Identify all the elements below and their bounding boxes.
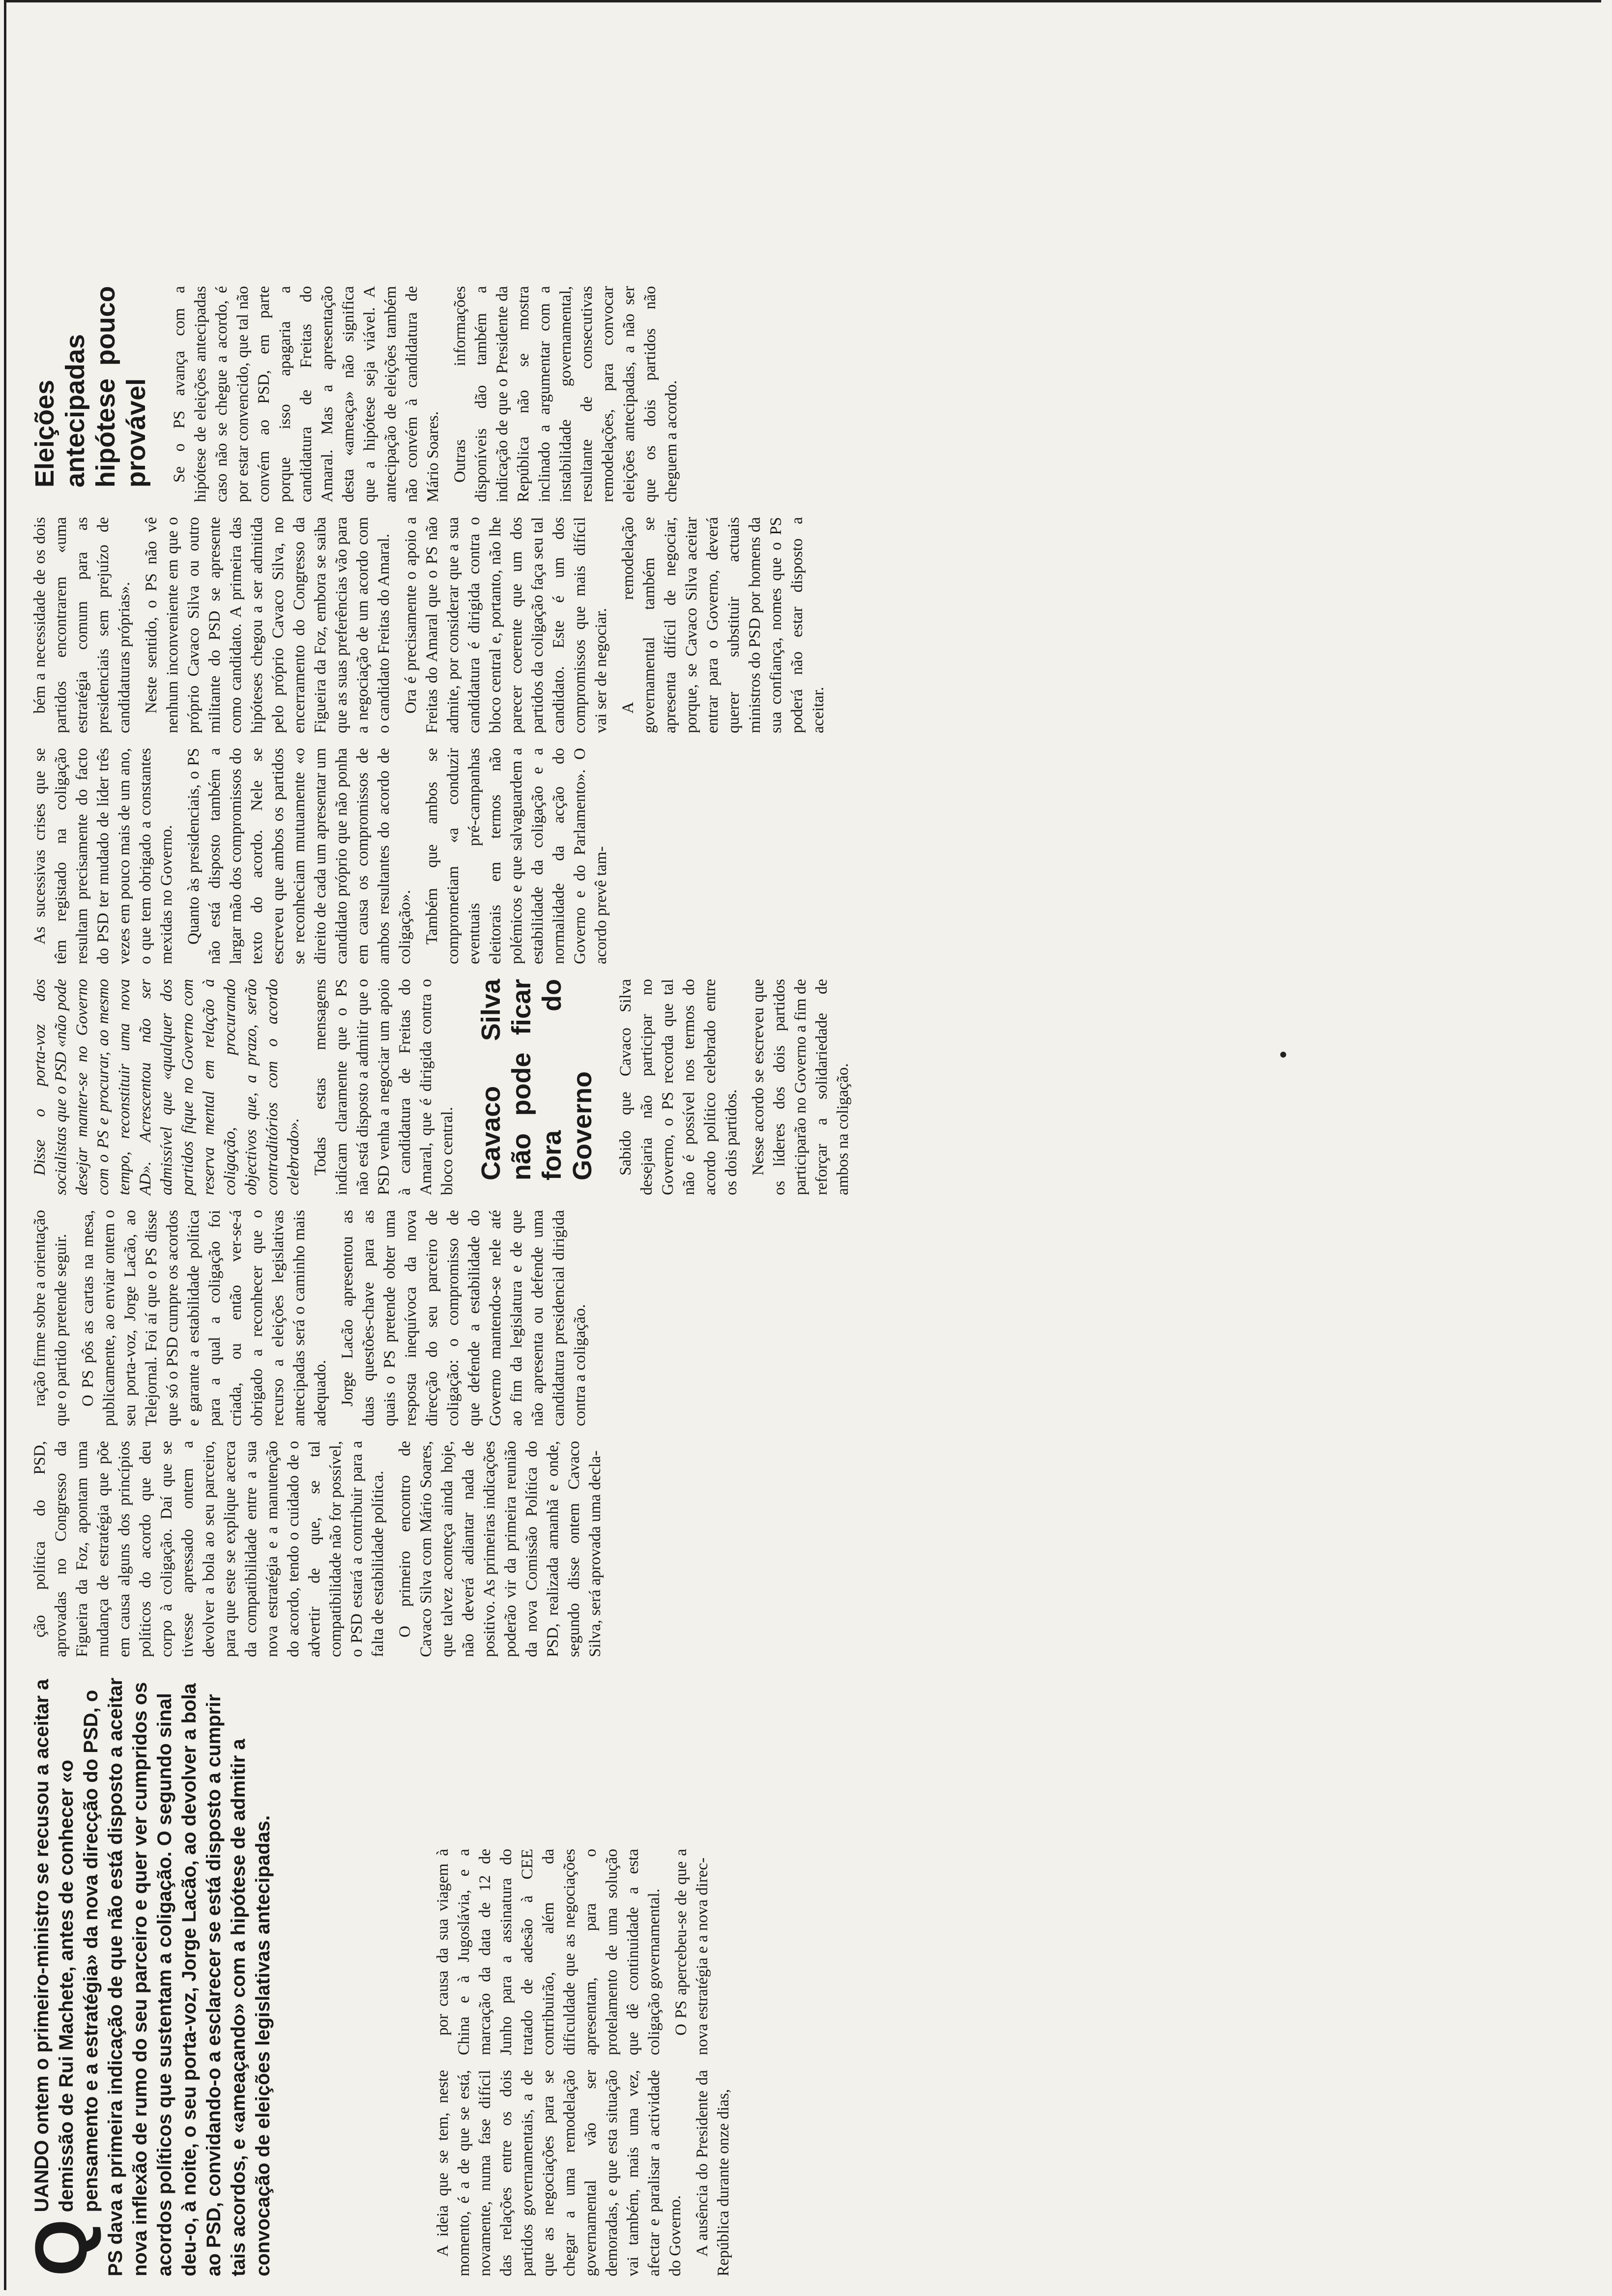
paragraph: A remodelação governamental também se apresenta difícil de negociar, porque, se Cavaco Silva aceitar entrar para o Governo, deverá querer substituir actuais ministros do PSD por homens da sua confiança, nomes que o PS poderá não estar disposto a aceitar. [619, 517, 827, 733]
column-2 [432, 1849, 1415, 2055]
paragraph: Jorge Lacão apresentou as duas questões-chave para as quais o PS pretende obter uma resposta inequívoca da nova direcção do seu parceiro de coligação: o compromisso de que defende a estabilidade do Governo mantendo-se nele até ao fim da legislatura e de que não apresenta ou defende uma candidatura presidencial dirigida contra a coligação. [339, 1210, 589, 1426]
ink-speck [1280, 1052, 1286, 1058]
column-8 [29, 286, 1455, 502]
paragraph: A ideia que se tem, neste momento, é a de que se está, novamente, numa fase difícil das relações entre os dois partidos governamentais, a de que as negociações para se chegar a uma remodelação governamental vão ser demoradas, e que esta situação vai também, mais uma vez, afectar e paralisar a actividade do Governo. [434, 2070, 684, 2276]
paragraph: ção política do PSD, aprovadas no Congresso da Figueira da Foz, apontam uma mudança de estratégia que põe em causa alguns dos princípios políticos do acordo que deu corpo à coligação. Daí que se tivesse apressado ontem a devolver a bola ao seu parceiro, para que este se explique acerca da compatibilidade entre a sua nova estratégia e a manutenção do acordo, tendo o cuidado de o advertir de que, se tal compatibilidade não for possível, o PSD estará a contribuir para a falta de estabilidade política. [31, 1441, 387, 1657]
lead-text: UANDO ontem o primeiro-ministro se recusou a aceitar a demissão de Rui Machete, antes de conhecer «o pensamento e a estratégia» da nova direcção do PSD, o PS dava a primeira indicação de que não está disposto a aceitar nova inflexão de rumo do seu parceiro e quer ver cumpridos os acordos políticos que sustentam a coligação. O segundo sinal deu-o, à noite, o seu porta-voz, Jorge Lacão, ao devolver a bola ao PSD, convidando-o a esclarecer se está disposto a cumprir tais acordos, e «ameaçando» com a hipótese de admitir a convocação de eleições legislativas antecipadas. [31, 1677, 274, 2276]
drop-cap: Q [20, 2219, 102, 2276]
paragraph: Neste sentido, o PS não vê nenhum inconveniente em que o próprio Cavaco Silva ou outro militante do PSD se apresente como candidato. A primeira das hipóteses chegou a ser admitida pelo próprio Cavaco Silva, no encerramento do Congresso da Figueira da Foz, embora se saiba que as suas preferências vão para a negociação de um acordo com o candidato Freitas do Amaral. [143, 517, 393, 733]
paragraph: Todas estas mensagens indicam claramente que o PS não está disposto a admitir que o PSD venha a negociar um apoio à candidatura de Freitas do Amaral, que é dirigida contra o bloco central. [312, 979, 456, 1195]
column-5 [29, 979, 1455, 1195]
paragraph: O primeiro encontro de Cavaco Silva com Mário Soares, que talvez aconteça ainda hoje, não deverá adiantar nada de positivo. As primeiras indicações poderão vir da primeira reunião da nova Comissão Política do PSD, realizada amanhã e onde, segundo disse ontem Cavaco Silva, será aprovada uma decla- [396, 1441, 604, 1657]
paragraph: O PS pôs as cartas na mesa, publicamente, ao enviar ontem o seu porta-voz, Jorge Lacão, ao Telejornal. Foi aí que o PS disse que só o PSD cumpre os acordos e garante a estabilidade política para a qual a coligação foi criada, ou então ver-se-á obrigado a reconhecer que o recurso a eleições legislativas antecipadas será o caminho mais adequado. [79, 1210, 329, 1426]
paragraph: Quanto às presidenciais, o PS não está disposto também a largar mão dos compromissos do texto do acordo. Nele se escreveu que ambos os partidos se reconheciam mutuamente «o direito de cada um apresentar um candidato próprio que não ponha em causa os compromissos de ambos resultantes do acordo de coligação». [185, 748, 414, 964]
paragraph: O PS apercebeu-se de que a nova estratégia e a nova direc- [672, 1849, 711, 2055]
paragraph: Sabido que Cavaco Silva desejaria não participar no Governo, o PS recorda que tal não é possível nos termos do acordo político celebrado entre os dois partidos. [617, 979, 740, 1195]
paragraph: Nesse acordo se escreveu que os líderes dos dois partidos participarão no Governo a fim de reforçar a solidariedade de ambos na coligação. [749, 979, 852, 1195]
article-lead [20, 1672, 413, 2276]
paragraph: As sucessivas crises que se têm registado na coligação resultam precisamente do facto do PSD ter mudado de líder três vezes em pouco mais de um ano, o que tem obrigado a constantes mexidas no Governo. [31, 748, 175, 964]
column-6 [29, 748, 1455, 964]
paragraph: por causa da sua viagem à China e à Jugoslávia, e a marcação da data de 12 de Junho para a assinatura do tratado de adesão à CEE contribuirão, além da dificuldade que as negociações apresentam, para o protelamento de uma solução que dê continuidade a esta coligação governamental. [434, 1849, 663, 2055]
paragraph: Também que ambos se comprometiam «a conduzir eventuais pré-campanhas eleitorais em termos não polémicos e que salvaguardem a estabilidade da coligação e a normalidade da acção do Governo e do Parlamento». O acordo prevê tam- [423, 748, 610, 964]
column-4 [29, 1210, 1455, 1426]
column-1 [432, 2070, 1415, 2276]
paragraph: bém a necessidade de os dois partidos encontrarem «uma estratégia comum para as presidenciais sem prejuízo de candidaturas próprias». [31, 517, 133, 733]
subhead-cavaco: Cavaco Silva não pode ficar fora do Governo [476, 979, 597, 1180]
subhead-eleicoes: Eleições antecipadas hipótese pouco provável [30, 286, 151, 488]
paragraph: Outras informações disponíveis dão também a indicação de que o Presidente da República não se mostra inclinado a argumentar com a instabilidade governamental, resultante de consecutivas remodelações, para convocar eleições antecipadas, a não ser que os dois partidos não cheguem a acordo. [451, 286, 680, 502]
paragraph: Disse o porta-voz dos socialistas que o PSD «não pode desejar manter-se no Governo com o PS e procurar, ao mesmo tempo, reconstituir uma nova AD». Acrescentou não ser admissível que «qualquer dos partidos fique no Governo com reserva mental em relação à coligação, procurando objectivos que, a prazo, serão contraditórios com o acordo celebrado». [31, 979, 302, 1195]
column-7 [29, 517, 1455, 733]
paragraph: A ausência do Presidente da República durante onze dias, [693, 2070, 732, 2276]
column-3 [29, 1441, 1455, 1657]
paragraph: Ora é precisamente o apoio a Freitas do Amaral que o PS não admite, por considerar que a sua candidatura é dirigida contra o bloco central e, portanto, não lhe parecer coerente que um dos partidos da coligação faça seu tal candidato. Este é um dos compromissos que mais difícil vai ser de negociar. [402, 517, 610, 733]
paragraph: Se o PS avança com a hipótese de eleições antecipadas caso não se chegue a acordo, é por estar convencido, que tal não convém ao PSD, em parte porque isso apagaria a candidatura de Freitas do Amaral. Mas a apresentação desta «ameaça» não significa que a hipótese seja viável. A antecipação de eleições também não convém à candidatura de Mário Soares. [171, 286, 442, 502]
paragraph: ração firme sobre a orientação que o partido pretende seguir. [31, 1210, 70, 1426]
